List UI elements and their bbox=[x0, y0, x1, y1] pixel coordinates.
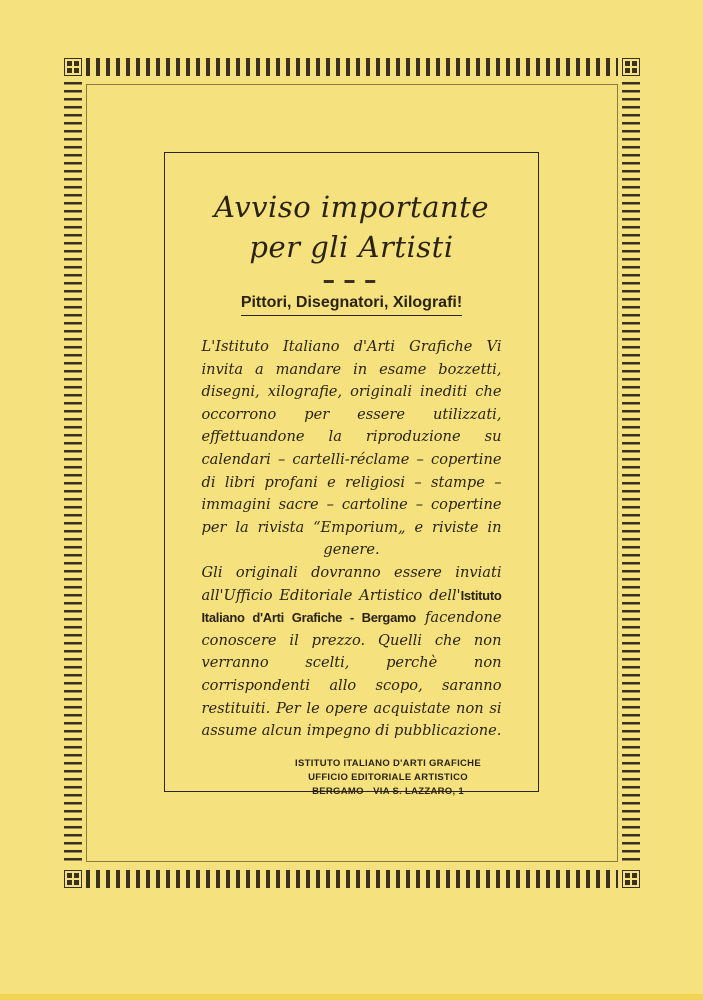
paragraph-2-start: Gli originali dovranno essere inviati all'Ufficio Editoriale Artistico dell' bbox=[201, 563, 502, 604]
title-line-2: per gli Artisti bbox=[249, 230, 454, 264]
separator: ▬ ▬ ▬ bbox=[323, 275, 380, 286]
signature-line-2: UFFICIO EDITORIALE ARTISTICO bbox=[308, 771, 468, 783]
border-bottom-ornament bbox=[86, 870, 618, 888]
corner-ornament-icon bbox=[64, 870, 82, 888]
page-edge bbox=[0, 994, 703, 1000]
signature-block bbox=[283, 757, 493, 799]
corner-ornament-icon bbox=[622, 58, 640, 76]
title-line-1: Avviso importante bbox=[214, 190, 489, 224]
border-left-ornament bbox=[64, 82, 82, 864]
border-right-ornament bbox=[622, 82, 640, 864]
paragraph-2 bbox=[202, 562, 502, 743]
signature-line-3: BERGAMO - VIA S. LAZZARO, 1 bbox=[312, 785, 464, 797]
notice-title bbox=[165, 187, 538, 267]
notice-body bbox=[202, 336, 502, 743]
paragraph-1: L'Istituto Italiano d'Arti Grafiche Vi invita a mandare in esame bozzetti, disegni, xilografie, originali inediti che occorrono per essere utilizzati, effettuandone la riproduzione su calendari – cartelli-réclame – copertine di libri profani e religiosi – stampe – immagini sacre – cartoline – copertine per la rivista “Emporium„ e riviste in genere. bbox=[201, 338, 502, 559]
institute-name: Istituto Italiano d'Arti Grafiche - Bergamo bbox=[201, 587, 502, 626]
signature-line-1: ISTITUTO ITALIANO D'ARTI GRAFICHE bbox=[295, 757, 481, 769]
notice-box bbox=[164, 152, 539, 797]
corner-ornament-icon bbox=[622, 870, 640, 888]
border-top-ornament bbox=[86, 58, 618, 76]
notice-subtitle: Pittori, Disegnatori, Xilografi! bbox=[241, 294, 462, 316]
paragraph-2-end: facendone conoscere il prezzo. Quelli che non verranno scelti, perchè non corrispondenti allo scopo, saranno restituiti. Per le opere acquistate non si assume alcun impegno di pubblicazione. bbox=[201, 609, 502, 740]
corner-ornament-icon bbox=[64, 58, 82, 76]
